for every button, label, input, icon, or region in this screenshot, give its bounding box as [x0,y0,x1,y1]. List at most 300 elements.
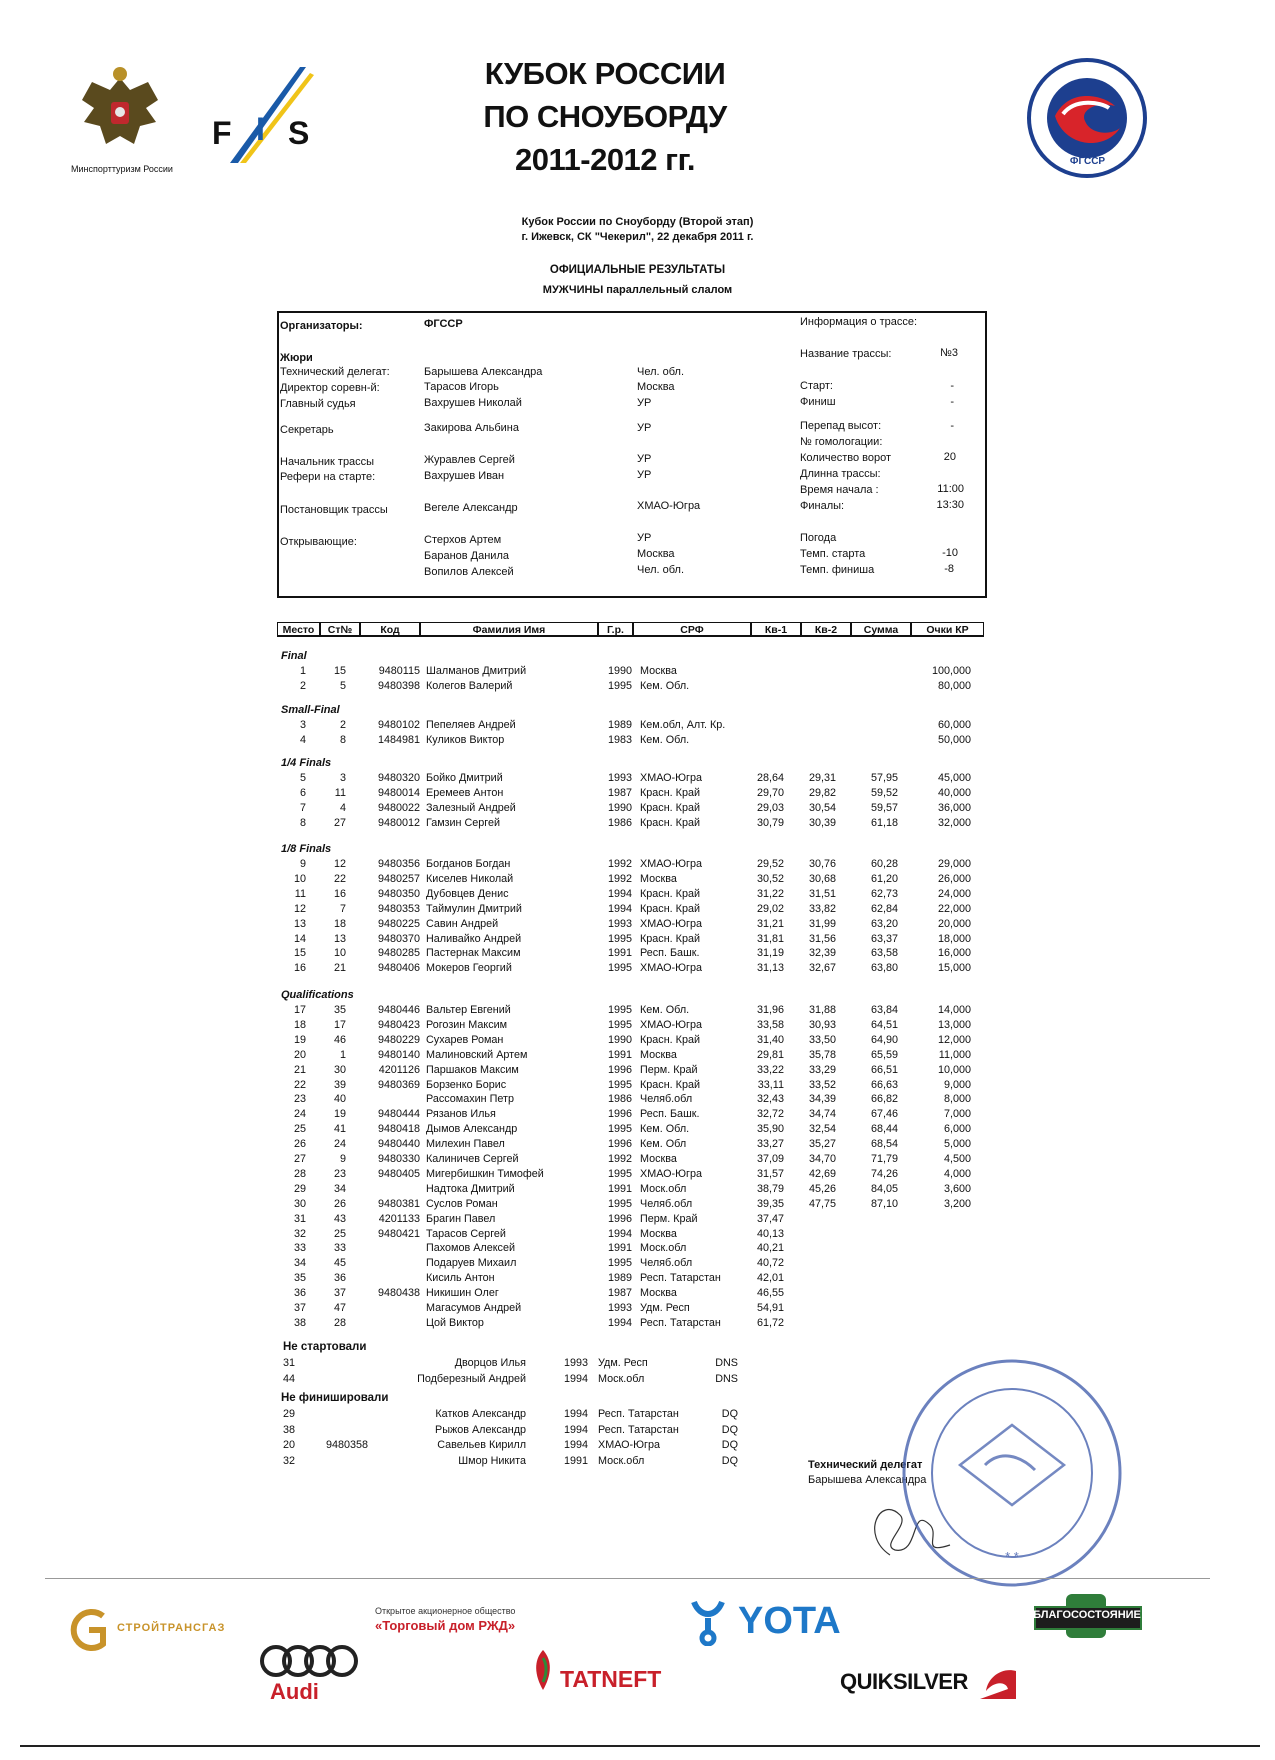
table-row [0,1439,1000,1454]
table-row [0,1272,1000,1287]
table-cell: 74,26 [870,1167,898,1180]
table-row [0,1357,1000,1372]
table-cell: Москва [640,1227,677,1240]
table-cell: 1995 [607,1078,632,1091]
table-cell: 1993 [607,772,632,784]
table-cell: 1996 [607,1063,632,1076]
table-cell: Колегов Валерий [426,679,513,692]
col-header-bib: Ст№ [320,622,360,637]
table-cell: 31,99 [808,917,836,930]
fis-letter-i: I [256,111,265,147]
table-cell: 4201133 [378,1212,420,1225]
table-row [0,1373,1000,1388]
table-cell: Перм. Край [640,1212,698,1225]
table-row [0,1198,1000,1213]
table-cell: 66,63 [870,1078,898,1091]
official-role: Технический делегат: [280,366,390,378]
official-region: ХМАО-Югра [637,500,701,512]
table-cell: 6,000 [943,1123,971,1136]
table-cell: ХМАО-Югра [640,858,703,870]
table-cell: 11 [294,887,306,900]
yota-logo [690,1598,860,1648]
table-row [0,1108,1000,1123]
table-cell: 63,20 [870,917,898,930]
table-cell: 16 [333,887,346,900]
table-cell: 2 [299,679,306,692]
table-cell: 1990 [607,1033,632,1046]
table-cell: 43 [333,1212,346,1225]
table-cell: 29,81 [756,1048,784,1061]
table-cell: 1994 [563,1372,588,1385]
table-row [0,1019,1000,1034]
yota-figure-icon [690,1598,726,1646]
table-cell: 9,000 [943,1078,971,1091]
official-name: Закирова Альбина [424,422,519,434]
official-region: Москва [637,381,675,393]
table-cell: Челяб.обл [640,1093,693,1106]
table-cell: 9480012 [377,816,420,829]
table-cell: 40,72 [756,1257,784,1270]
table-cell: 9480381 [377,1197,420,1210]
table-cell: 9480022 [377,801,420,814]
table-cell: 54,91 [756,1302,784,1314]
tatneft-text: TATNEFT [560,1666,662,1692]
table-cell: 29 [283,1408,296,1420]
table-cell: 68,44 [870,1123,898,1136]
table-cell: 1993 [607,1302,632,1314]
table-cell: 30 [333,1063,346,1076]
table-cell: Рязанов Илья [426,1108,496,1121]
table-cell: 1991 [607,1242,632,1255]
table-cell: 8 [339,733,346,746]
table-cell: 36,000 [937,801,971,814]
table-cell: 25 [333,1227,346,1240]
table-cell: Красн. Край [640,902,700,915]
table-cell: 1990 [607,801,632,814]
table-cell: 65,59 [870,1048,898,1061]
table-cell: Кем. Обл. [640,1004,690,1016]
table-cell: 32,54 [808,1123,836,1136]
table-cell: 1995 [607,932,632,945]
official-region: УР [637,397,652,409]
double-headed-eagle-icon [70,60,170,160]
section-title: 1/8 Finals [281,843,332,855]
quiksilver-logo [840,1665,1030,1705]
col-header-name: Фамилия Имя [420,622,598,637]
table-cell: 7 [299,801,306,814]
table-cell: 9480320 [377,772,420,784]
course-value: 13:30 [936,499,964,511]
table-cell: 1484981 [377,733,420,746]
table-cell: 23 [333,1167,346,1180]
table-cell: 34 [293,1257,306,1270]
table-cell: 30,68 [808,872,836,885]
table-cell: 15 [333,665,346,677]
course-value: - [950,380,954,392]
course-label: № гомологации: [800,436,883,448]
table-row [0,1153,1000,1168]
col-header-sum: Сумма [851,622,911,637]
table-row [0,918,1000,933]
table-cell: 13,000 [937,1018,971,1031]
table-cell: Моск.обл [598,1372,645,1385]
table-cell: Дубовцев Денис [426,887,509,900]
table-cell: 63,58 [870,947,898,960]
table-cell: Респ. Татарстан [598,1408,679,1420]
table-cell: Красн. Край [640,786,700,799]
table-cell: 30 [293,1197,306,1210]
table-cell: 38,79 [756,1182,784,1195]
table-cell: Паршаков Максим [426,1063,519,1076]
table-cell: 10 [333,947,346,960]
table-cell: Моск.обл [640,1182,687,1195]
table-cell: 33,50 [808,1033,836,1046]
table-cell: Магасумов Андрей [426,1302,522,1314]
table-row [0,719,1000,734]
table-cell: 1991 [607,1182,632,1195]
table-cell: Москва [640,665,677,677]
footer-divider [45,1578,1210,1579]
table-cell: 9480398 [377,679,420,692]
table-cell: 62,73 [870,887,898,900]
table-cell: 13 [293,917,306,930]
table-cell: 21 [293,1063,306,1076]
table-cell: 31,40 [756,1033,784,1046]
table-row [0,858,1000,873]
fis-letter-s: S [288,115,310,151]
table-cell: Киселев Николай [426,872,514,885]
table-cell: 9480140 [377,1048,420,1061]
table-cell: 31,22 [756,887,784,900]
official-name: Стерхов Артем [424,534,502,546]
table-cell: 42,01 [756,1272,784,1285]
table-cell: 32,72 [756,1108,784,1121]
table-cell: 64,51 [870,1018,898,1031]
table-cell: 71,79 [870,1153,898,1165]
table-cell: 29,52 [756,858,784,870]
table-cell: 20 [293,1048,306,1061]
table-row [0,1228,1000,1243]
table-row [0,817,1000,832]
blagosostoyanie-logo [1028,1592,1146,1644]
table-cell: 3,600 [943,1182,971,1195]
table-cell: 1995 [607,1197,632,1210]
course-value: 11:00 [937,483,964,495]
table-cell: 33,22 [756,1063,784,1076]
table-cell: 4 [299,733,306,746]
table-cell: 46 [333,1033,346,1046]
table-cell: 57,95 [870,772,898,784]
table-cell: 46,55 [756,1287,784,1300]
table-cell: 7 [339,902,346,915]
organizers-label: Организаторы: [280,320,363,332]
table-cell: 13 [333,932,346,945]
stroytransgaz-logo [65,1608,265,1652]
table-cell: 26 [293,1138,306,1151]
table-cell: 29,31 [808,772,836,784]
table-cell: 44 [283,1372,296,1385]
official-region: Чел. обл. [637,564,685,576]
table-cell: 33,11 [757,1078,784,1091]
table-cell: Мигербишкин Тимофей [426,1167,544,1180]
table-cell: 1994 [607,1227,632,1240]
table-cell: 37 [333,1287,346,1300]
table-row [0,1287,1000,1302]
table-cell: Моск.обл [640,1242,687,1255]
table-cell: 29,000 [937,858,971,870]
table-cell: Красн. Край [640,816,700,829]
table-cell: 1983 [607,733,632,746]
table-cell: Респ. Татарстан [640,1316,721,1329]
table-cell: ХМАО-Югра [640,1167,703,1180]
discipline: МУЖЧИНЫ параллельный слалом [542,284,733,296]
table-cell: 24,000 [937,887,971,900]
table-cell: Челяб.обл [640,1257,693,1270]
table-cell: 31,81 [756,932,784,945]
table-cell: 1986 [607,1093,632,1106]
course-label: Старт: [800,380,833,392]
table-cell: 42,69 [808,1167,836,1180]
official-name: Журавлев Сергей [424,454,515,466]
table-cell: 28,64 [756,772,784,784]
table-cell: 1996 [607,1138,632,1151]
col-header-code: Код [360,622,420,637]
table-cell: Наливайко Андрей [426,932,522,945]
table-cell: 31,96 [756,1004,784,1016]
table-cell: 23 [293,1093,306,1106]
course-value: -10 [942,547,958,559]
table-cell: 33,82 [808,902,836,915]
table-cell: DQ [721,1439,738,1451]
table-cell: Москва [640,1287,677,1300]
table-cell: 9480421 [377,1227,420,1240]
tatneft-logo [530,1648,710,1698]
table-cell: 10 [293,872,306,885]
table-cell: 9480350 [377,887,420,900]
table-row [0,1123,1000,1138]
table-cell: 26,000 [937,872,971,885]
col-header-points: Очки КР [911,622,984,637]
table-cell: 33,58 [756,1018,784,1031]
table-cell: 66,82 [870,1093,898,1106]
official-name: Баранов Данила [424,550,509,562]
table-cell: 30,39 [808,816,836,829]
table-cell: 61,72 [756,1316,784,1329]
table-cell: Тарасов Сергей [426,1227,506,1240]
table-cell: 9480225 [377,917,420,930]
table-cell: 31,51 [808,887,836,900]
table-cell: DQ [721,1423,738,1436]
table-cell: Еремеев Антон [426,786,504,799]
table-cell: Цой Виктор [426,1316,484,1329]
table-cell: 33,29 [808,1063,836,1076]
table-cell: 34,74 [808,1108,836,1121]
table-cell: ХМАО-Югра [640,917,703,930]
table-cell: 18 [293,1018,306,1031]
table-row [0,680,1000,695]
table-cell: Красн. Край [640,932,700,945]
table-cell: 50,000 [937,733,971,746]
table-cell: 40,21 [756,1242,784,1255]
table-cell: Кем. Обл. [640,733,690,746]
table-cell: 61,20 [870,872,898,885]
course-label: Темп. старта [800,548,866,560]
table-cell: 9480330 [377,1153,420,1165]
table-cell: 1995 [607,1018,632,1031]
table-cell: 3 [339,772,346,784]
table-cell: 36 [333,1272,346,1285]
table-cell: Богданов Богдан [426,858,511,870]
table-cell: 10,000 [937,1063,971,1076]
table-cell: 1996 [607,1212,632,1225]
table-cell: 35 [293,1272,306,1285]
fis-letter-f: F [212,115,232,151]
table-row [0,1168,1000,1183]
table-cell: 1990 [607,665,632,677]
table-cell: Удм. Респ [598,1357,648,1369]
table-cell: 9480285 [377,947,420,960]
table-cell: 31 [283,1357,296,1369]
table-cell: 63,80 [870,962,898,975]
table-row [0,888,1000,903]
table-cell: Рогозин Максим [426,1018,508,1031]
table-cell: 35,27 [808,1138,836,1151]
table-cell: ХМАО-Югра [640,1018,703,1031]
table-cell: 18,000 [937,932,971,945]
table-cell: 33,52 [808,1078,836,1091]
course-label: Финиш [800,396,836,408]
table-cell: 64,90 [870,1033,898,1046]
table-cell: Брагин Павел [426,1212,496,1225]
table-cell: 37,09 [756,1153,784,1165]
table-cell: Катков Александр [435,1408,526,1420]
table-cell: Рассомахин Петр [426,1093,514,1106]
table-cell: 45,26 [808,1182,836,1195]
table-cell: 1989 [607,719,632,731]
table-cell: 19 [333,1108,346,1121]
table-cell: 24 [333,1138,346,1151]
official-role: Постановщик трассы [280,504,388,516]
table-cell: 19 [293,1033,306,1046]
table-cell: 68,54 [870,1138,898,1151]
table-cell: 9480370 [377,932,420,945]
table-cell: 7,000 [943,1108,971,1121]
official-role: Директор соревн-й: [280,382,380,394]
table-cell: 32,39 [808,947,836,960]
table-cell: 21 [333,962,346,975]
table-cell: 41 [333,1123,346,1136]
table-row [0,1213,1000,1228]
table-cell: 62,84 [870,902,898,915]
table-cell: 1991 [607,947,632,960]
table-cell: 47 [333,1302,346,1314]
table-row [0,962,1000,977]
table-row [0,1049,1000,1064]
table-cell: 15,000 [937,962,971,975]
table-row [0,734,1000,749]
table-row [0,772,1000,787]
table-cell: 34 [333,1182,346,1195]
table-row [0,1064,1000,1079]
course-value: -8 [944,563,954,575]
dns-title: Не стартовали [283,1341,367,1353]
ministry-caption: Минспорттуризм России [71,164,173,174]
table-cell: 60,28 [870,858,898,870]
table-cell: 37,47 [756,1212,784,1225]
page-title [470,52,740,181]
table-cell: 31,56 [808,932,836,945]
table-cell: Таймулин Дмитрий [426,902,522,915]
page-bottom-border [20,1745,1260,1747]
table-cell: Челяб.обл [640,1197,693,1210]
table-cell: 12 [333,858,346,870]
table-cell: 1995 [607,679,632,692]
table-cell: 5 [299,772,306,784]
table-cell: ХМАО-Югра [598,1439,661,1451]
table-cell: Суслов Роман [426,1197,498,1210]
table-cell: 22 [333,872,346,885]
table-cell: 27 [333,816,346,829]
official-region: Москва [637,548,675,560]
title-line-2: ПО СНОУБОРДУ [483,99,727,134]
signature-line-2: Барышева Александра [808,1474,927,1486]
official-name: Вахрушев Николай [424,397,522,409]
table-cell: 32,000 [937,816,971,829]
table-cell: Респ. Башк. [640,947,700,960]
table-cell: ХМАО-Югра [640,772,703,784]
course-label: Темп. финиша [800,564,875,576]
table-cell: 1994 [563,1423,588,1436]
table-cell: 63,37 [870,932,898,945]
table-row [0,1424,1000,1439]
table-row [0,1242,1000,1257]
table-cell: 1995 [607,1123,632,1136]
official-region: УР [637,532,652,544]
table-cell: DNS [715,1372,738,1385]
table-cell: 1996 [607,1108,632,1121]
table-cell: 9480014 [377,786,420,799]
table-cell: 5,000 [943,1138,971,1151]
table-cell: Рыжов Александр [435,1423,526,1436]
official-region: Чел. обл. [637,366,685,378]
table-cell: 34,39 [808,1093,836,1106]
table-cell: 14,000 [937,1004,971,1016]
table-cell: 1995 [607,1167,632,1180]
table-cell: 31,13 [756,962,784,975]
table-cell: Подаруев Михаил [426,1257,517,1270]
table-cell: Мокеров Георгий [426,962,512,975]
table-cell: Москва [640,872,677,885]
table-cell: 1994 [607,887,632,900]
table-cell: 34,70 [808,1153,836,1165]
table-cell: 16,000 [937,947,971,960]
table-row [0,1302,1000,1317]
table-row [0,1004,1000,1019]
col-header-q2: Кв-2 [801,622,851,637]
table-row [0,1034,1000,1049]
table-row [0,665,1000,680]
event-line-2: г. Ижевск, СК "Чекерил", 22 декабря 2011 г. [521,231,754,243]
table-cell: 30,76 [808,858,836,870]
table-cell: 9480440 [377,1138,420,1151]
table-cell: Моск.обл [598,1454,645,1467]
table-cell: 20,000 [937,917,971,930]
table-cell: 60,000 [937,719,971,731]
table-cell: Борзенко Борис [426,1078,507,1091]
table-cell: 40,13 [756,1227,784,1240]
section-title: Final [281,650,307,662]
table-cell: 22,000 [937,902,971,915]
